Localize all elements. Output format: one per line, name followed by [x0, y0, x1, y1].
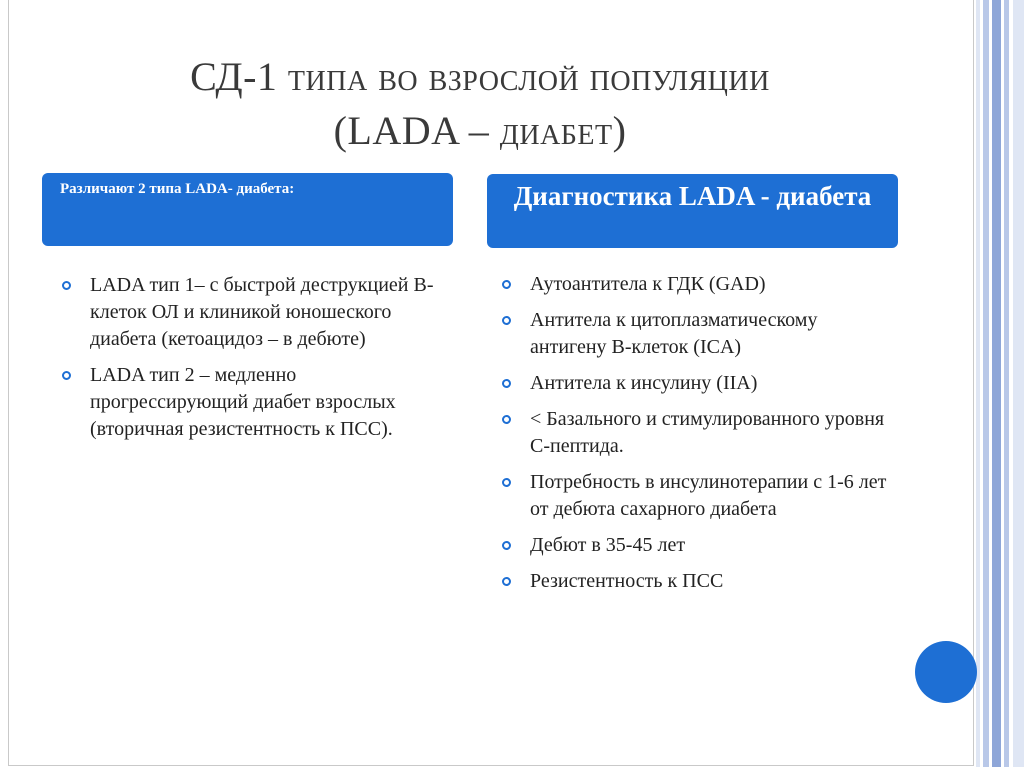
- title-line-2: (LADA – диабет): [333, 108, 627, 153]
- list-item-text: Потребность в инсулинотерапии с 1-6 лет от дебюта сахарного диабета: [530, 471, 887, 520]
- list-item: [62, 362, 442, 443]
- right-header-text: Диагностика LADA - диабета: [513, 181, 872, 211]
- bullet-ring-icon: [502, 478, 511, 487]
- slide-title: [40, 50, 920, 158]
- left-header-text: Различают 2 типа LADA- диабета:: [60, 181, 295, 197]
- right-bullet-list: [502, 271, 894, 604]
- list-item-text: Антитела к инсулину (IIA): [530, 372, 758, 394]
- list-item-text: Резистентность к ПСС: [530, 570, 724, 592]
- title-line-1: СД-1 типа во взрослой популяции: [190, 54, 770, 99]
- list-item: [502, 532, 894, 559]
- left-bullet-list: [62, 272, 442, 452]
- list-item: [502, 568, 894, 595]
- stripe: [992, 0, 1001, 767]
- list-item: [502, 469, 894, 523]
- bullet-ring-icon: [502, 541, 511, 550]
- list-item-text: LADA тип 2 – медленно прогрессирующий диабет взрослых (вторичная резистентность к ПСС).: [90, 364, 396, 440]
- list-item-text: Дебют в 35-45 лет: [530, 534, 686, 556]
- decorative-stripes: [976, 0, 1024, 767]
- list-item: [502, 370, 894, 397]
- decorative-circle: [915, 641, 977, 703]
- list-item: [502, 406, 894, 460]
- list-item-text: Антитела к цитоплазматическому антигену В-клеток (ICA): [530, 309, 818, 358]
- right-column-header: [487, 174, 898, 248]
- bullet-ring-icon: [502, 415, 511, 424]
- list-item: [62, 272, 442, 353]
- list-item: [502, 307, 894, 361]
- list-item-text: < Базального и стимулированного уровня С-пептида.: [530, 408, 885, 457]
- bullet-ring-icon: [502, 379, 511, 388]
- bullet-ring-icon: [502, 280, 511, 289]
- bullet-ring-icon: [502, 316, 511, 325]
- bullet-ring-icon: [62, 371, 71, 380]
- list-item-text: Аутоантитела к ГДК (GAD): [530, 273, 766, 295]
- list-item: [502, 271, 894, 298]
- bullet-ring-icon: [502, 577, 511, 586]
- left-column-header: [42, 173, 453, 246]
- stripe: [1013, 0, 1024, 767]
- bullet-ring-icon: [62, 281, 71, 290]
- list-item-text: LADA тип 1– с быстрой деструкцией В-клеток ОЛ и клиникой юношеского диабета (кетоацидоз – в дебюте): [90, 274, 434, 350]
